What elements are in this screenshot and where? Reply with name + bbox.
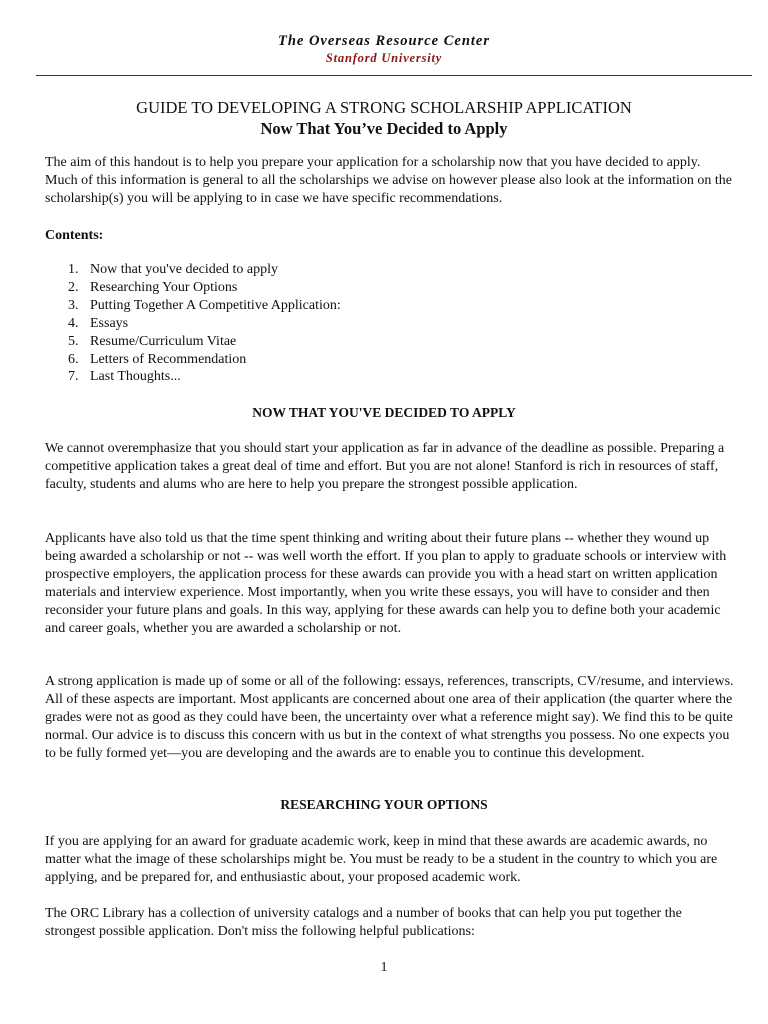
- university-name: Stanford University: [325, 51, 443, 65]
- contents-item: [68, 333, 341, 351]
- section-paragraph: We cannot overemphasize that you should start your application as far in advance of the deadline as possible. Preparing a competitive application takes a great deal of time and effort. But you are not alone! Stanford is rich in resources of staff, faculty, students and alums who are here to help you prepare the strongest possible application.: [45, 441, 725, 492]
- contents-item-text: Putting Together A Competitive Application:: [90, 297, 341, 313]
- contents-item-text: Resume/Curriculum Vitae: [90, 333, 237, 349]
- contents-item: [68, 315, 341, 333]
- contents-item-number: 7.: [68, 369, 79, 385]
- intro-paragraph: The aim of this handout is to help you prepare your application for a scholarship now that you have decided to apply. Much of this information is general to all the scholarships we advise on however please also look at the information on the scholarship(s) you will be applying to in case we have specific recommendations.: [45, 155, 732, 206]
- letterhead: [0, 32, 768, 66]
- contents-item: [68, 368, 341, 386]
- document-title: GUIDE TO DEVELOPING A STRONG SCHOLARSHIP APPLICATION: [136, 98, 632, 117]
- contents-item-text: Now that you've decided to apply: [90, 262, 278, 277]
- section-paragraph: A strong application is made up of some or all of the following: essays, references, transcripts, CV/resume, and interviews. All of these aspects are important. Most applicants are concerned about one area of their application (the quarter where the grades were not as good as they could have been, the uncertainty over what a reference might say). We find this to be quite normal. Our advice is to discuss this concern with us but in the context of what strengths you possess. No one expects you to be fully formed yet—you are developing and the awards are to enable you to continue this development.: [45, 674, 734, 761]
- contents-item-text: Researching Your Options: [90, 279, 238, 295]
- contents-item-text: Last Thoughts...: [90, 369, 181, 385]
- contents-item-text: Letters of Recommendation: [90, 351, 247, 367]
- section-heading: RESEARCHING YOUR OPTIONS: [280, 797, 488, 812]
- contents-item-number: 6.: [68, 351, 79, 367]
- page-number: 1: [380, 960, 388, 975]
- header-rule: [36, 75, 752, 76]
- contents-item: [68, 351, 341, 369]
- contents-item-number: 2.: [68, 279, 79, 295]
- contents-item-number: 3.: [68, 297, 79, 313]
- section-paragraph: The ORC Library has a collection of university catalogs and a number of books that can help you put together the strongest possible application. Don't miss the following helpful publications:: [45, 906, 682, 939]
- contents-item-number: 5.: [68, 333, 79, 349]
- contents-item: [68, 261, 341, 279]
- document-subtitle: Now That You’ve Decided to Apply: [260, 119, 508, 138]
- section-heading: NOW THAT YOU'VE DECIDED TO APPLY: [252, 405, 516, 420]
- section-paragraph: Applicants have also told us that the time spent thinking and writing about their future plans -- whether they wound up being awarded a scholarship or not -- was well worth the effort. If you plan to apply to graduate schools or interview with prospective employers, the application process for these awards can provide you with a head start on written application materials and interview experience. Most importantly, when you write these essays, you will have to consider and then reconsider your future plans and goals. In this way, applying for these awards can help you to define both your academic and career goals, whether you are awarded a scholarship or not.: [45, 531, 727, 636]
- contents-item-number: 4.: [68, 315, 79, 331]
- contents-item-number: 1.: [68, 262, 79, 277]
- contents-list: [68, 261, 341, 386]
- contents-item: [68, 297, 341, 315]
- contents-label: Contents:: [45, 228, 104, 243]
- contents-item-text: Essays: [90, 315, 129, 331]
- section-paragraph: If you are applying for an award for graduate academic work, keep in mind that these awards are academic awards, no matter what the image of these scholarships might be. You must be ready to be a student in the country to which you are applying, and be prepared for, and enthusiastic about, your proposed academic work.: [45, 834, 718, 885]
- organization-name: The Overseas Resource Center: [277, 33, 491, 49]
- contents-item: [68, 279, 341, 297]
